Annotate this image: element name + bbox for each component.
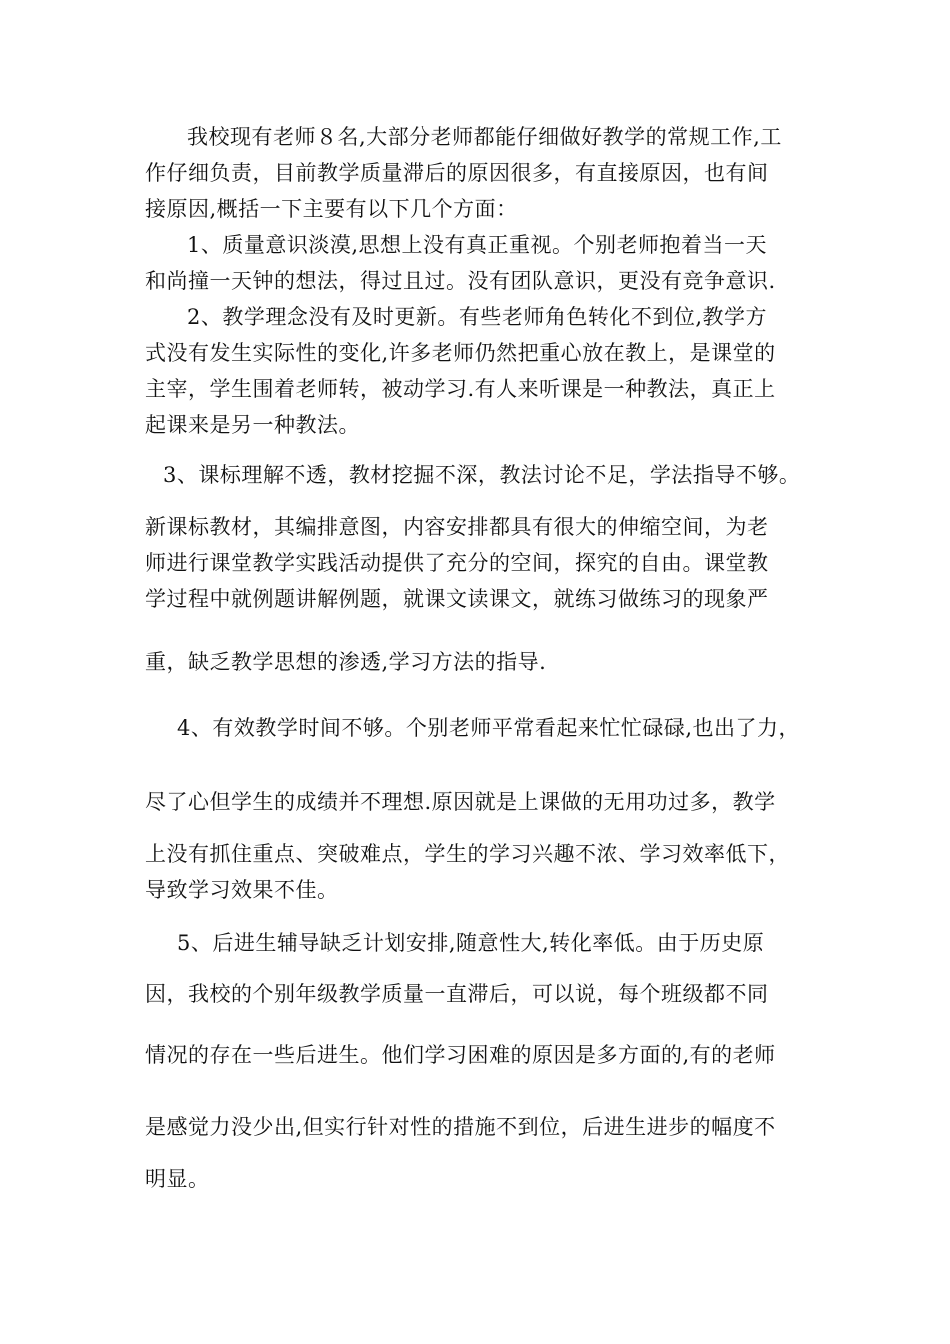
point-1-line-1: 1、质量意识淡漠,思想上没有真正重视。个别老师抱着当一天 [187,233,768,257]
point-2-line-2: 式没有发生实际性的变化,许多老师仍然把重心放在教上，是课堂的 [145,341,776,365]
point-5-line-4: 是感觉力没少出,但实行针对性的措施不到位，后进生进步的幅度不 [145,1115,776,1139]
paragraph-intro-line-2: 作仔细负责，目前教学质量滞后的原因很多，有直接原因，也有间 [145,161,769,185]
paragraph-intro-line-1: 我校现有老师８名,大部分老师都能仔细做好教学的常规工作,工 [187,125,782,149]
point-3-line-1: 3、课标理解不透，教材挖掘不深，教法讨论不足，学法指导不够。 [163,463,801,487]
point-3-line-4: 学过程中就例题讲解例题，就课文读课文，就练习做练习的现象严 [145,587,769,611]
point-1-line-2: 和尚撞一天钟的想法，得过且过。没有团队意识，更没有竞争意识. [145,269,776,293]
point-3-line-5: 重，缺乏教学思想的渗透,学习方法的指导. [145,650,547,674]
point-4-line-2: 尽了心但学生的成绩并不理想.原因就是上课做的无用功过多，教学 [145,790,776,814]
point-4-line-4: 导致学习效果不佳。 [145,878,339,902]
point-5-line-3: 情况的存在一些后进生。他们学习困难的原因是多方面的,有的老师 [145,1043,776,1067]
point-2-line-1: 2、教学理念没有及时更新。有些老师角色转化不到位,教学方 [187,305,768,329]
point-2-line-3: 主宰，学生围着老师转，被动学习.有人来听课是一种教法，真正上 [145,377,776,401]
point-4-line-3: 上没有抓住重点、突破难点，学生的学习兴趣不浓、学习效率低下， [145,842,790,866]
point-5-line-1: 5、后进生辅导缺乏计划安排,随意性大,转化率低。由于历史原 [177,931,765,955]
point-4-line-1: 4、有效教学时间不够。个别老师平常看起来忙忙碌碌,也出了力， [177,716,801,740]
point-3-line-2: 新课标教材，其编排意图，内容安排都具有很大的伸缩空间，为老 [145,515,769,539]
point-5-line-2: 因，我校的个别年级教学质量一直滞后，可以说，每个班级都不同 [145,982,769,1006]
point-3-line-3: 师进行课堂教学实践活动提供了充分的空间，探究的自由。课堂教 [145,551,769,575]
point-5-line-5: 明显。 [145,1167,210,1191]
paragraph-intro-line-3: 接原因,概括一下主要有以下几个方面： [145,197,518,221]
point-2-line-4: 起课来是另一种教法。 [145,413,360,437]
